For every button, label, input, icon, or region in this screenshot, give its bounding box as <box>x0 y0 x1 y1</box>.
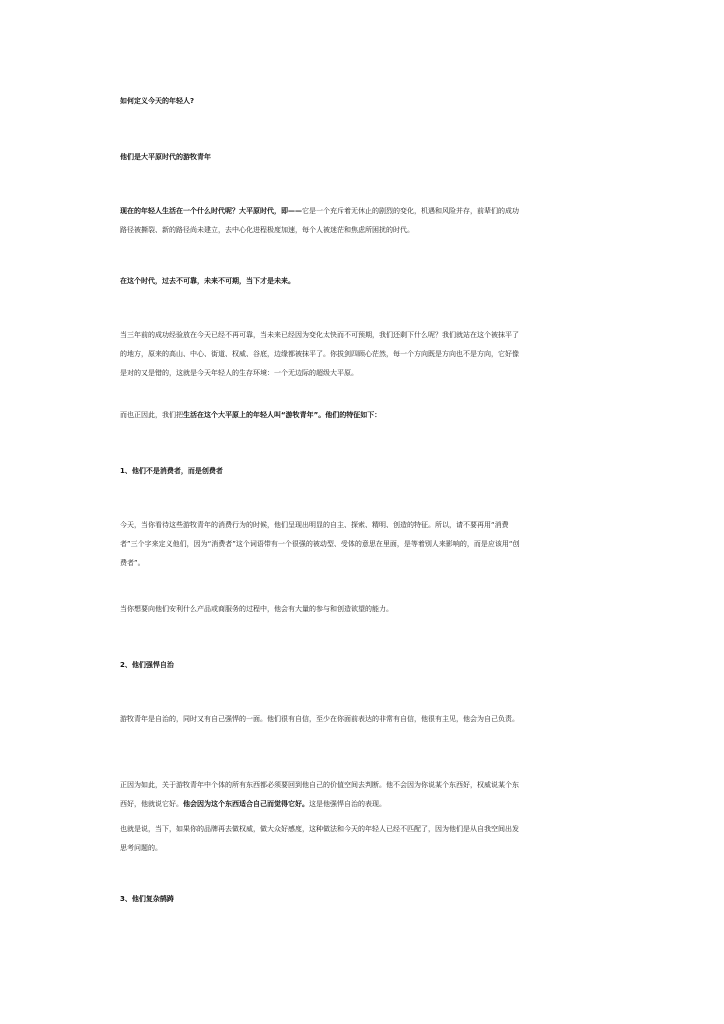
section-heading-2: 2、他们强悍自治 <box>120 661 174 669</box>
article-subtitle: 他们是大平原时代的游牧青年 <box>120 153 211 161</box>
paragraph-plain: 当三年前的成功经验放在今天已经不再可靠，当未来已经因为变化太快而不可预期，我们还剩下什么呢？我们就站在这个被抹平了的地方，原来的高山、中心、街道、权威、谷底，边缘都被抹平了。你拔剑四顾心茫然，每一个方向既是方向也不是方向，它好像是对的又是错的，这就是今天年轻人的生存环境：一个无边际的超级大平原。 <box>120 331 519 377</box>
paragraph-era <box>120 202 524 240</box>
paragraph-brand-authority: 也就是说，当下，如果你的品牌再去做权威，做大众好感度，这种做法和今天的年轻人已经不匹配了，因为他们是从自我空间出发思考问题的。 <box>120 825 519 852</box>
paragraph-self-judgment-text-2: 这是他强悍自治的表现。 <box>309 800 386 808</box>
section-heading-1: 1、他们不是消费者，而是创费者 <box>120 467 223 475</box>
article-title: 如何定义今天的年轻人? <box>120 97 195 105</box>
paragraph-self-judgment <box>120 776 524 814</box>
paragraph-participation: 当你想要向他们安利什么产品或商服务的过程中，他会有大量的参与和创造欲望的能力。 <box>120 605 393 613</box>
paragraph-era-bold: 现在的年轻人生活在一个什么时代呢？大平原时代，即—— <box>120 207 302 215</box>
paragraph-present: 在这个时代，过去不可靠，未来不可期，当下才是未来。 <box>120 277 295 285</box>
paragraph-autonomy: 游牧青年是自治的，同时又有自己强悍的一面。他们很有自信，至少在你面前表达的非常有自信，他很有主见，他会为自己负责。 <box>120 715 519 723</box>
paragraph-nomad-definition <box>120 406 524 425</box>
paragraph-self-judgment-bold: 他会因为这个东西适合自己而觉得它好。 <box>183 800 309 808</box>
paragraph-nomad-bold: 生活在这个大平原上的年轻人叫“游牧青年”。他们的特征如下： <box>183 411 382 419</box>
paragraph-self-judgment-text-1: 正因为如此，关于游牧青年中个体的所有东西都必须要回到他自己的价值空间去判断。他不会因为你说某个东西好，权威说某个东西好，他就说它好。 <box>120 781 519 808</box>
paragraph-era-text: 它是一个充斥着无休止的剧烈的变化，机遇和风险并存，前辈们的成功路径被撕裂、新的路径尚未建立，去中心化进程极度加速，每个人被迷茫和焦虑所困扰的时代。 <box>120 207 519 234</box>
section-heading-3: 3、他们复杂鹄踌 <box>120 895 174 903</box>
paragraph-creators: 今天，当你看待这些游牧青年的消费行为的时候，他们呈现出明显的自主、探索、精明、创造的特征。所以，请不要再用“消费者”三个字来定义他们，因为“消费者”这个词语带有一个很强的被动型、受体的意思在里面，是等着别人来影响的，而是应该用“创费者”。 <box>120 521 520 567</box>
paragraph-nomad-text: 而也正因此，我们把 <box>120 411 183 419</box>
